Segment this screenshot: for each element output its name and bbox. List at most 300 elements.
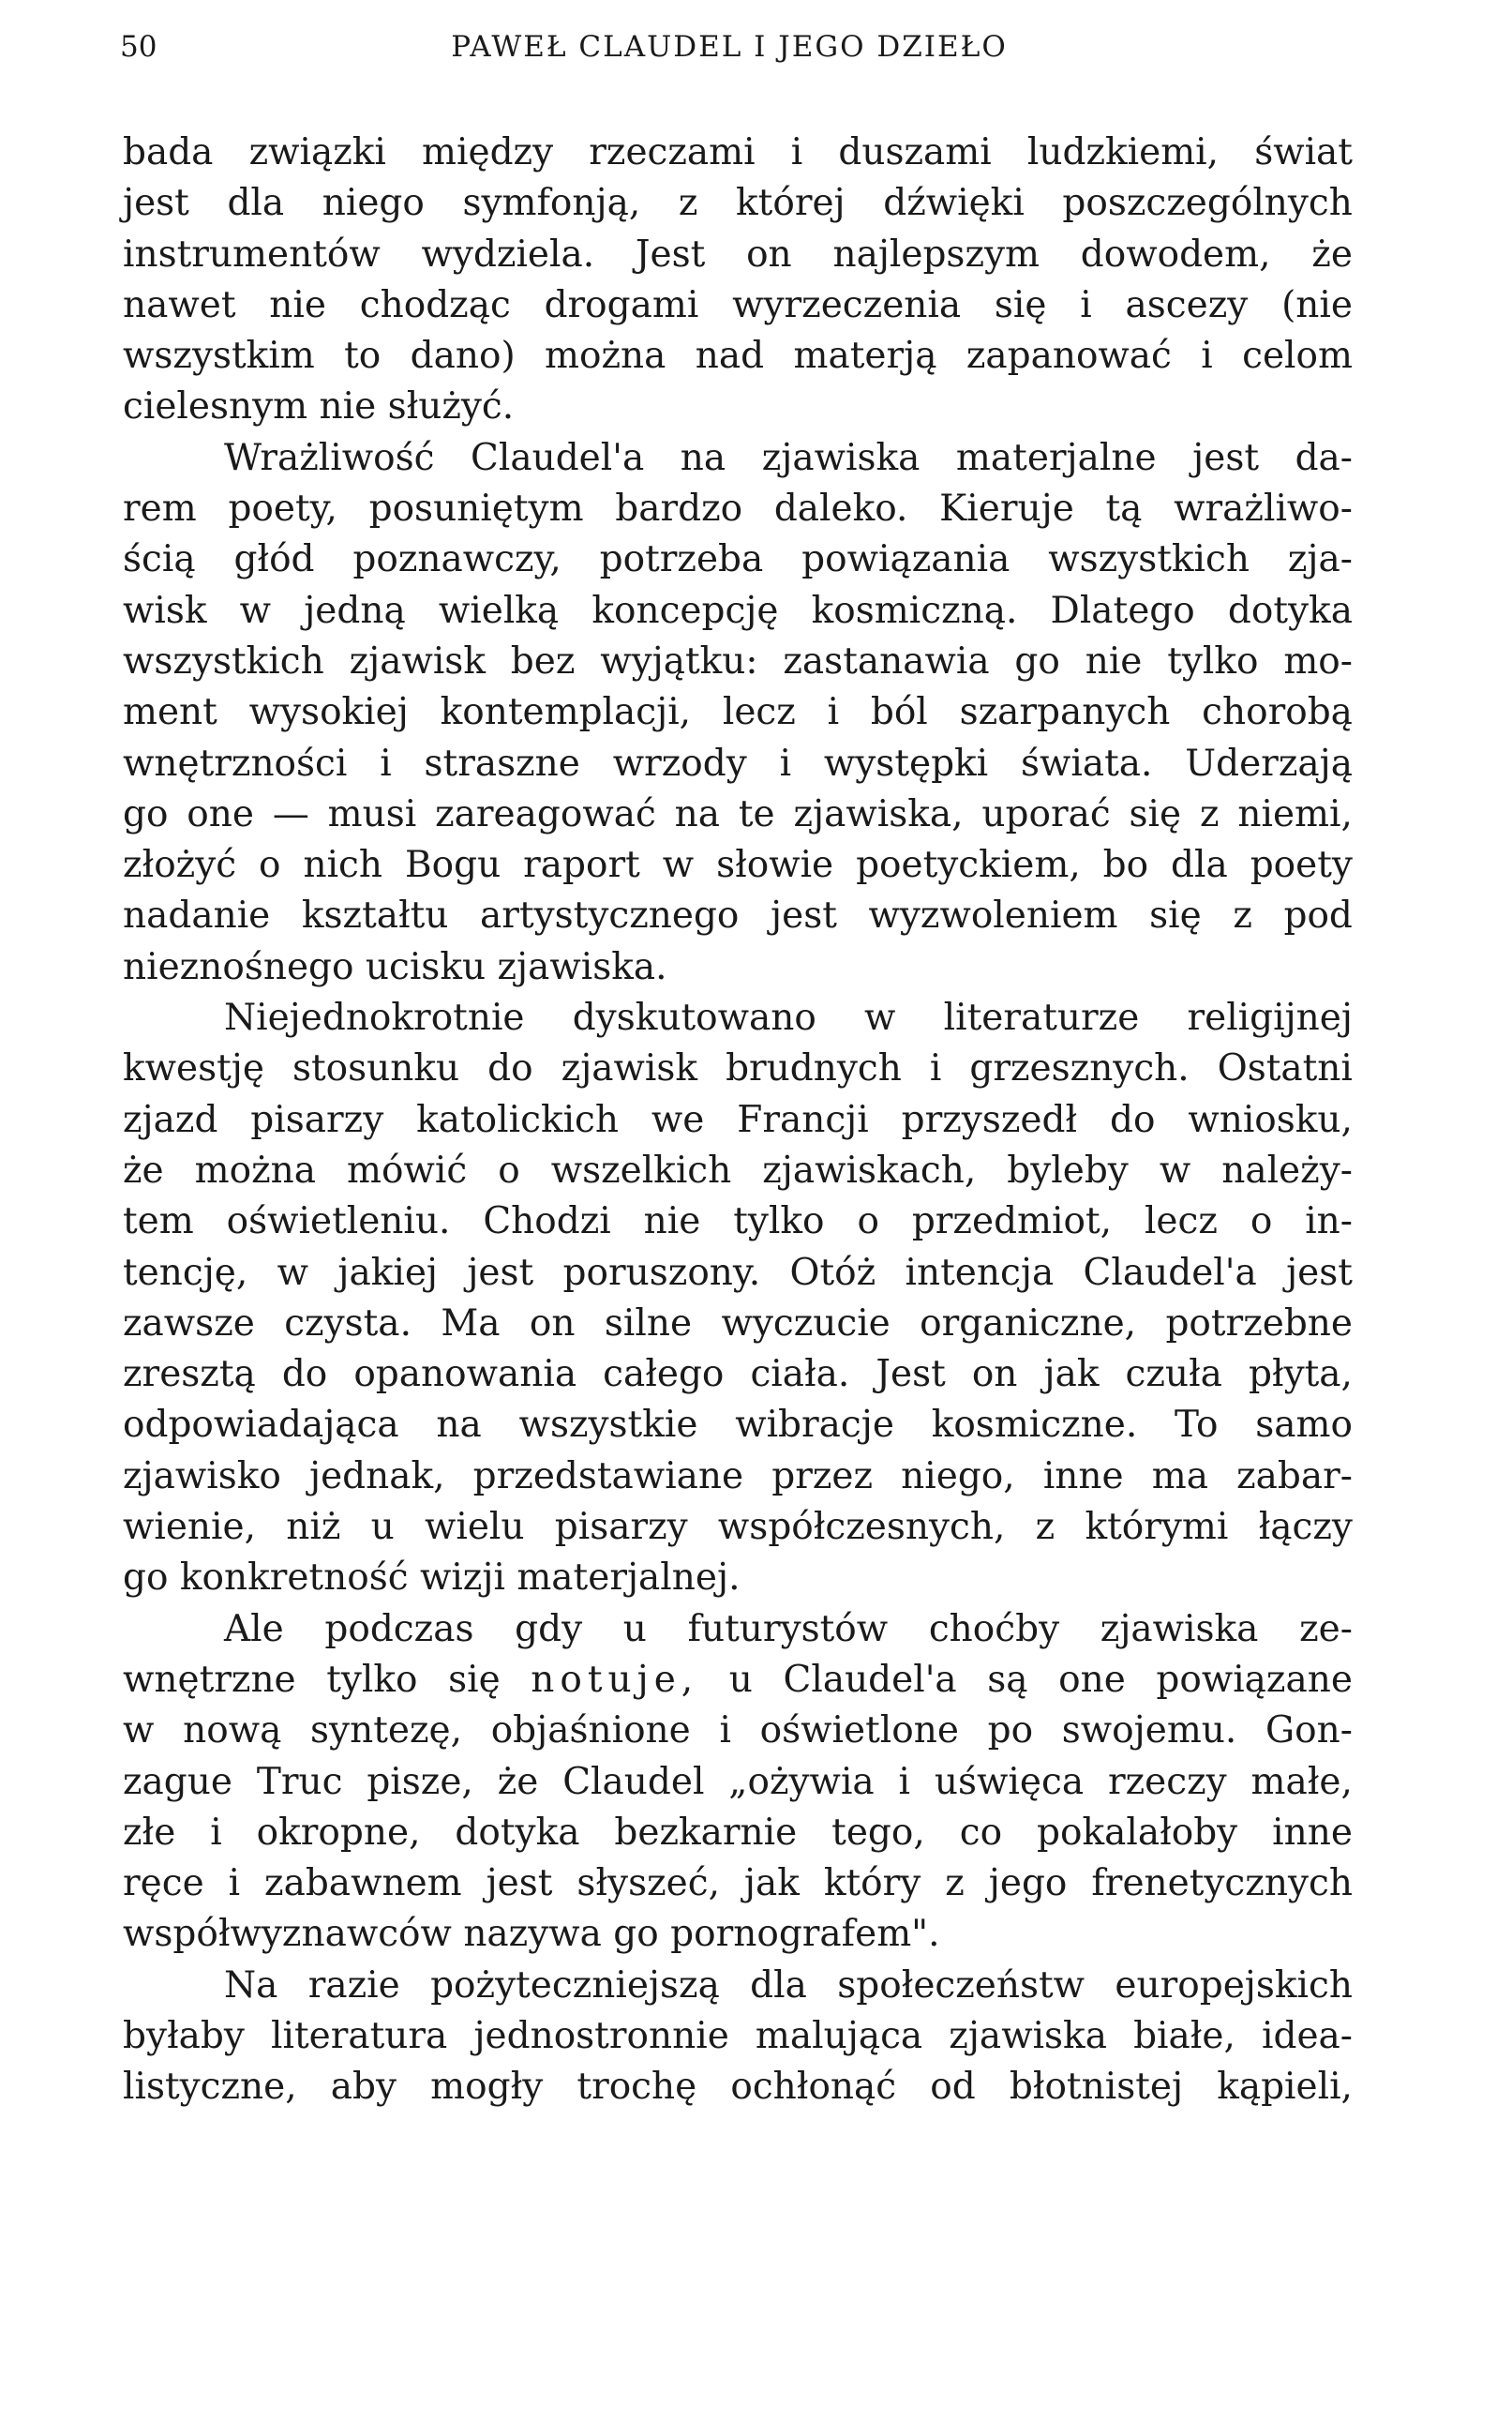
word: zjawiskach, — [762, 1149, 977, 1192]
word: razie — [307, 1963, 400, 2007]
word: uświęca — [934, 1760, 1085, 1803]
word: kontemplacji, — [440, 691, 692, 734]
word: mogły — [430, 2066, 544, 2109]
word: zjawiska — [1100, 1607, 1259, 1650]
word: syntezę, — [310, 1709, 462, 1752]
word: której — [736, 182, 846, 225]
text-line — [123, 1451, 1353, 1502]
word: nie — [319, 385, 388, 429]
word: od — [930, 2066, 976, 2109]
word: Niejednokrotnie — [224, 997, 525, 1040]
word: wysokiej — [248, 691, 409, 734]
word: w — [123, 1709, 155, 1752]
word: zjawiska — [761, 436, 921, 479]
text-line — [123, 1553, 1353, 1603]
word: nie — [643, 1200, 701, 1243]
word: Claudel'a — [1083, 1251, 1257, 1294]
word: niemi, — [1237, 792, 1353, 835]
word: i — [1080, 283, 1092, 326]
word: z — [1199, 792, 1220, 835]
word: jego — [988, 1862, 1068, 1905]
word: duszami — [838, 131, 992, 173]
word: poszczególnych — [1062, 182, 1353, 225]
word: są — [987, 1658, 1028, 1701]
word: we — [651, 1098, 705, 1141]
word: że — [497, 1760, 539, 1803]
word: zjawiska, — [793, 792, 964, 835]
word: poety, — [228, 488, 337, 531]
word: pod — [1283, 895, 1353, 938]
word: gdy — [515, 1607, 583, 1650]
word: do — [1109, 1098, 1156, 1141]
word: okropne, — [256, 1811, 421, 1854]
word: one — [187, 792, 254, 835]
word: poruszony. — [562, 1251, 761, 1294]
word: wielu — [424, 1506, 525, 1549]
word: szarpanych — [959, 691, 1171, 734]
word: Truc — [256, 1760, 343, 1803]
word: rzeczami — [589, 131, 756, 173]
word: konkretność — [179, 1556, 420, 1600]
word: i — [779, 742, 792, 785]
word: Ostatni — [1217, 1047, 1353, 1090]
word: go — [1014, 639, 1060, 683]
word: którymi — [1085, 1506, 1229, 1549]
word: między — [422, 131, 554, 173]
word: że — [123, 1149, 164, 1192]
word: opanowania — [353, 1353, 577, 1396]
word: dla — [1171, 844, 1228, 887]
word: o — [498, 1149, 520, 1192]
word: jest — [486, 1862, 553, 1905]
word: tylko — [1167, 639, 1259, 683]
word: powiązania — [801, 538, 1010, 581]
word: Claudel'a — [471, 436, 645, 479]
word: jest — [1192, 436, 1259, 479]
word: Uderzają — [1185, 742, 1353, 785]
word: z — [945, 1862, 965, 1905]
word: go — [613, 1913, 671, 1956]
word: straszne — [424, 742, 580, 785]
word: czysta. — [284, 1301, 412, 1345]
word: związki — [248, 131, 386, 173]
word: Bogu — [404, 844, 502, 887]
word: jak — [743, 1862, 800, 1905]
word: idea- — [1262, 2014, 1353, 2057]
word: w — [864, 997, 896, 1040]
word: o — [857, 1200, 879, 1243]
word: Francji — [737, 1098, 869, 1141]
word: pisze, — [367, 1760, 473, 1803]
word: wniosku, — [1188, 1098, 1353, 1141]
word: ból — [870, 691, 928, 734]
word: i — [790, 131, 803, 173]
word: wszystkie — [518, 1404, 698, 1447]
word: współczesnych, — [717, 1506, 1006, 1549]
page-number: 50 — [120, 30, 157, 64]
word: ciała. — [750, 1353, 850, 1396]
word: wyczucie — [721, 1301, 891, 1345]
word: ment — [123, 691, 217, 734]
word: tego, — [831, 1811, 925, 1854]
word: z — [1035, 1506, 1055, 1549]
word: zjawisk — [561, 1047, 698, 1090]
word: wisk — [123, 589, 207, 632]
word: europejskich — [1115, 1963, 1353, 2007]
word: jednostronnie — [473, 2014, 729, 2057]
word: można — [545, 335, 666, 378]
word: płyta, — [1248, 1353, 1353, 1396]
word: swojemu. — [1061, 1709, 1237, 1752]
word: dyskutowano — [572, 997, 816, 1040]
word: wnętrzne — [123, 1658, 296, 1701]
word: brudnych — [726, 1047, 902, 1090]
word: kosmiczne. — [931, 1404, 1138, 1447]
word: samo — [1255, 1404, 1353, 1447]
text-line — [123, 942, 1353, 993]
word: ludzkiemi, — [1026, 131, 1220, 173]
text-line — [123, 739, 1353, 789]
word: zjazd — [123, 1098, 218, 1141]
text-line — [123, 1808, 1353, 1858]
word: niż — [286, 1506, 341, 1549]
word: wyzwoleniem — [868, 895, 1118, 938]
text-line — [123, 1095, 1353, 1146]
word: społeczeństw — [837, 1963, 1085, 2007]
word: wrzody — [612, 742, 747, 785]
word: wyjątku: — [600, 639, 758, 683]
word: jest — [1286, 1251, 1353, 1294]
word: zabawnem — [264, 1862, 462, 1905]
word: dowodem, — [1080, 233, 1271, 276]
word: można — [194, 1149, 317, 1192]
word: materjalne — [955, 436, 1157, 479]
word: kąpieli, — [1217, 2066, 1353, 2109]
text-line — [123, 2062, 1353, 2113]
word: pokalałoby — [1037, 1811, 1238, 1854]
word: i — [1201, 335, 1213, 378]
word: bezkarnie — [614, 1811, 798, 1854]
word: poetyckiem, — [856, 844, 1081, 887]
word: bardzo — [615, 488, 743, 531]
word: i — [929, 1047, 942, 1090]
word: mo- — [1283, 639, 1353, 683]
text-line — [123, 1706, 1353, 1756]
text-line — [123, 1146, 1353, 1196]
word: ochłonąć — [730, 2066, 897, 2109]
word: się — [1149, 895, 1202, 938]
word: in- — [1305, 1200, 1353, 1243]
text-line — [123, 1299, 1353, 1349]
word: wszystkim — [123, 335, 315, 378]
word: literaturze — [943, 997, 1140, 1040]
word: on — [971, 1353, 1018, 1396]
word: się — [994, 283, 1047, 326]
word: lecz — [1144, 1200, 1218, 1243]
text-line — [123, 534, 1353, 585]
word: kwestję — [123, 1047, 264, 1090]
word: To — [1175, 1404, 1219, 1447]
word: oświetleniu. — [226, 1200, 451, 1243]
text-line — [123, 1502, 1353, 1553]
word: mówić — [347, 1149, 468, 1192]
word: grzesznych. — [969, 1047, 1190, 1090]
word: jest — [467, 1251, 534, 1294]
word: on — [746, 233, 792, 276]
word: bada — [123, 131, 214, 173]
word: da- — [1295, 436, 1353, 479]
word: występki — [823, 742, 989, 785]
word: u — [728, 1658, 753, 1701]
word: pisarzy — [250, 1098, 384, 1141]
word: dla — [227, 182, 285, 225]
word: i — [380, 742, 392, 785]
word: byleby — [1007, 1149, 1129, 1192]
word: nową — [183, 1709, 282, 1752]
word: po — [987, 1709, 1034, 1752]
word: podczas — [324, 1607, 474, 1650]
text-line — [123, 637, 1353, 687]
word: łączy — [1258, 1506, 1353, 1549]
word: Chodzi — [483, 1200, 611, 1243]
word: najlepszym — [832, 233, 1040, 276]
word: wszystkich — [123, 639, 324, 683]
word: całego — [603, 1353, 725, 1396]
word: na — [436, 1404, 482, 1447]
word: błotnistej — [1009, 2066, 1184, 2109]
word: który — [823, 1862, 921, 1905]
word: i — [827, 691, 840, 734]
text-line — [123, 382, 1353, 432]
word: współwyznawców — [123, 1913, 464, 1956]
word: tą — [1105, 488, 1143, 531]
word: jednak, — [309, 1454, 445, 1497]
word: frenetycznych — [1091, 1862, 1353, 1905]
word: ze- — [1299, 1607, 1353, 1650]
word: niego — [322, 182, 425, 225]
word: do — [487, 1047, 533, 1090]
word: silne — [604, 1301, 693, 1345]
word: małe, — [1250, 1760, 1353, 1803]
word: trochę — [576, 2066, 697, 2109]
word: on — [529, 1301, 576, 1345]
word: koncepcję — [591, 589, 779, 632]
word: u — [622, 1607, 647, 1650]
word: wnętrzności — [123, 742, 348, 785]
word: złożyć — [123, 844, 237, 887]
word: się — [1129, 792, 1182, 835]
word: w — [277, 1251, 309, 1294]
text-line — [123, 1604, 1353, 1655]
word: niego, — [901, 1454, 1015, 1497]
text-line — [123, 178, 1353, 229]
word: Na — [224, 1963, 278, 2007]
word: Ma — [441, 1301, 501, 1345]
running-head — [120, 28, 1339, 66]
body-text — [123, 128, 1353, 2113]
word: go — [123, 1556, 180, 1600]
text-line — [123, 1655, 1353, 1706]
word: symfonją, — [462, 182, 641, 225]
word: Gon- — [1265, 1709, 1353, 1752]
word: chorobą — [1202, 691, 1353, 734]
word: co — [959, 1811, 1003, 1854]
word: poznawczy, — [352, 538, 561, 581]
word: wibracje — [735, 1404, 894, 1447]
word: służyć. — [387, 385, 515, 429]
word: stosunku — [292, 1047, 460, 1090]
text-line — [123, 331, 1353, 382]
word: ręce — [123, 1862, 204, 1905]
word: zabar- — [1236, 1454, 1353, 1497]
word: to — [344, 335, 382, 378]
text-line — [123, 484, 1353, 534]
word: zawsze — [123, 1301, 255, 1345]
text-line — [123, 1196, 1353, 1247]
word: „ożywia — [728, 1760, 875, 1803]
word: świata. — [1020, 742, 1153, 785]
word: przez — [771, 1454, 874, 1497]
word: i — [228, 1862, 241, 1905]
word: bez — [510, 639, 576, 683]
word: nie — [269, 283, 326, 326]
word: dźwięki — [883, 182, 1025, 225]
word: tencję, — [123, 1251, 248, 1294]
word: Otóż — [789, 1251, 876, 1294]
word: nad — [695, 335, 765, 378]
word: jak — [1043, 1353, 1100, 1396]
word: zjawiska. — [497, 945, 667, 988]
word: organiczne, — [920, 1301, 1137, 1345]
word: świat — [1254, 131, 1353, 173]
text-line — [123, 1248, 1353, 1299]
word: rzeczy — [1107, 1760, 1227, 1803]
word: wszystkich — [1048, 538, 1250, 581]
text-line — [123, 1400, 1353, 1451]
word: tem — [123, 1200, 194, 1243]
word: chodząc — [359, 283, 511, 326]
text-line — [123, 1757, 1353, 1808]
word: drogami — [544, 283, 699, 326]
word: wizji — [419, 1556, 517, 1600]
word: do — [281, 1353, 328, 1396]
word: rem — [123, 488, 197, 531]
word: inne — [1042, 1454, 1124, 1497]
word: nieznośnego — [123, 945, 366, 988]
word: ucisku — [365, 945, 498, 988]
text-line — [123, 840, 1353, 891]
text-line — [123, 789, 1353, 840]
text-line — [123, 128, 1353, 178]
word: te — [738, 792, 775, 835]
word: z — [1233, 895, 1252, 938]
word: się — [448, 1658, 501, 1701]
word: wyrzeczenia — [732, 283, 962, 326]
word: zja- — [1287, 538, 1353, 581]
word: uporać — [981, 792, 1111, 835]
word: tylko — [733, 1200, 825, 1243]
word: instrumentów — [123, 233, 381, 276]
word: — — [272, 792, 309, 835]
word: zjawisk — [349, 639, 486, 683]
word: zague — [123, 1760, 232, 1803]
word: u — [370, 1506, 395, 1549]
word: posuniętym — [368, 488, 584, 531]
word: złe — [123, 1811, 176, 1854]
text-line — [123, 433, 1353, 484]
word: pisarzy — [554, 1506, 688, 1549]
text-line — [123, 1909, 1353, 1960]
word: potrzeba — [599, 538, 764, 581]
word: Jest — [635, 233, 706, 276]
word: (nie — [1281, 283, 1353, 326]
word: nich — [303, 844, 383, 887]
word: poety — [1250, 844, 1353, 887]
word: notuje, — [531, 1658, 699, 1701]
word: jest — [123, 182, 189, 225]
text-line — [123, 1961, 1353, 2011]
word: słyszeć, — [576, 1862, 720, 1905]
word: zastanawia — [783, 639, 990, 683]
word: materją — [793, 335, 937, 378]
word: jakiej — [337, 1251, 438, 1294]
word: literatura — [271, 2014, 448, 2057]
word: przedmiot, — [911, 1200, 1113, 1243]
word: i — [210, 1811, 222, 1854]
word: katolickich — [416, 1098, 620, 1141]
word: Jest — [876, 1353, 946, 1396]
word: wienie, — [123, 1506, 257, 1549]
word: ma — [1151, 1454, 1208, 1497]
word: w — [239, 589, 272, 632]
word: z — [678, 182, 698, 225]
word: wrażliwo- — [1174, 488, 1353, 531]
word: należy- — [1221, 1149, 1353, 1192]
word: białe, — [1133, 2014, 1235, 2057]
text-line — [123, 586, 1353, 637]
word: dotyka — [1227, 589, 1353, 632]
word: choćby — [928, 1607, 1060, 1650]
word: głód — [233, 538, 315, 581]
word: malująca — [755, 2014, 923, 2057]
text-line — [123, 1044, 1353, 1094]
word: Ale — [224, 1607, 284, 1650]
word: Kieruje — [939, 488, 1074, 531]
word: o — [259, 844, 281, 887]
word: pożyteczniejszą — [430, 1963, 720, 2007]
word: bo — [1102, 844, 1149, 887]
word: daleko. — [773, 488, 908, 531]
word: lecz — [722, 691, 796, 734]
word: i — [719, 1709, 731, 1752]
word: objaśnione — [490, 1709, 691, 1752]
word: tylko — [326, 1658, 418, 1701]
word: w — [1159, 1149, 1191, 1192]
word: jedną — [304, 589, 406, 632]
word: cielesnym — [123, 385, 320, 429]
text-line — [123, 1858, 1353, 1909]
word: pornografem". — [670, 1913, 940, 1956]
word: religijnej — [1187, 997, 1353, 1040]
word: byłaby — [123, 2014, 245, 2057]
word: czuła — [1125, 1353, 1222, 1396]
word: kształtu — [301, 895, 449, 938]
text-line — [123, 280, 1353, 331]
word: ścią — [123, 538, 196, 581]
word: zareagować — [435, 792, 656, 835]
word: Wrażliwość — [224, 436, 435, 479]
text-line — [123, 1349, 1353, 1400]
